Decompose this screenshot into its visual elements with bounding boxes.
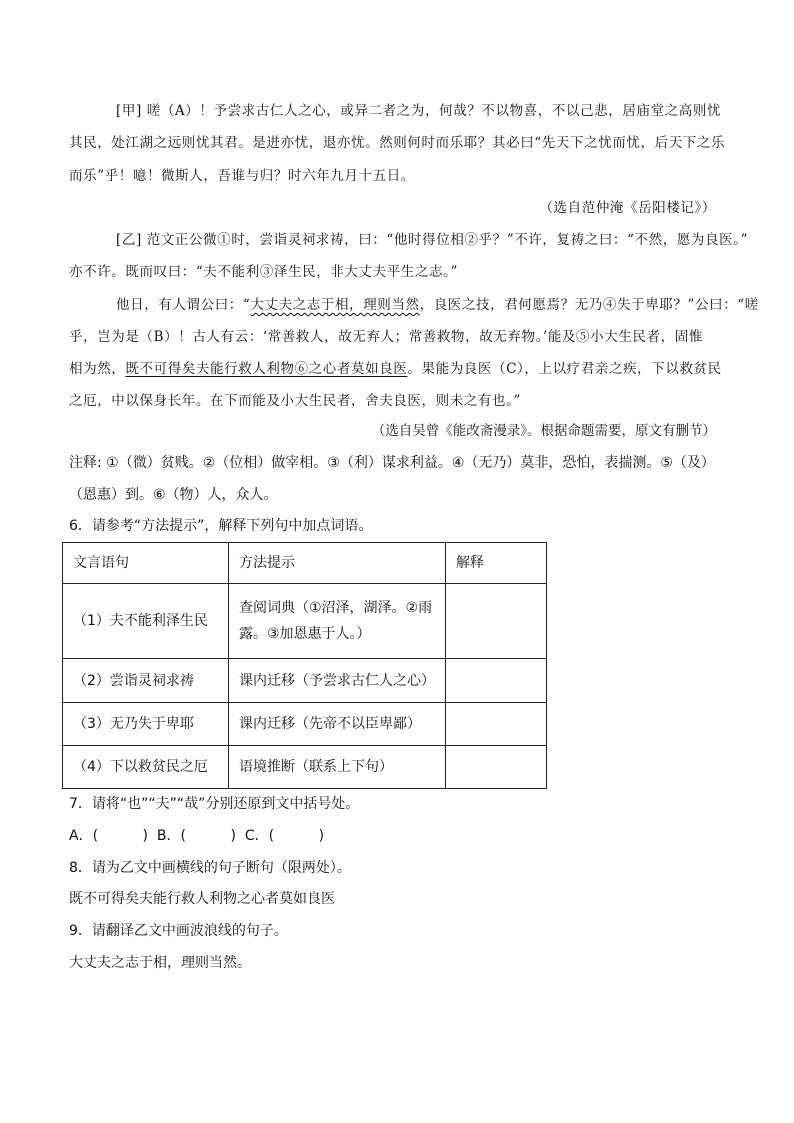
row-3-answer-cell[interactable] bbox=[446, 703, 547, 746]
passage-a-line-3: 而乐”乎！噫！微斯人，吾谁与归？时六年九月十五日。 bbox=[69, 168, 415, 184]
table-row bbox=[63, 584, 547, 659]
passage-b-line-5-post: 。果能为良医（C），上以疗君亲之疾，下以救贫民 bbox=[407, 361, 722, 377]
q8-prompt: 8．请为乙文中画横线的句子断句（限两处）。 bbox=[69, 860, 351, 876]
notes-line-2: （恩惠）到。⑥（物）人，众人。 bbox=[69, 487, 278, 503]
q7-answer-blanks[interactable]: A．( ) B．( ) C．( ) bbox=[69, 828, 325, 844]
q8-sentence: 既不可得矣夫能行救人利物之心者莫如良医 bbox=[69, 891, 335, 907]
header-answer: 解释 bbox=[446, 543, 547, 584]
table-row bbox=[63, 659, 547, 703]
passage-b-line-1: [乙] 范文正公微①时，尝诣灵祠求祷，曰：“他时得位相②乎？”不许，复祷之曰：“不然，愿为良医。” bbox=[116, 232, 749, 248]
row-1-answer-cell[interactable] bbox=[446, 584, 547, 659]
row-3-sentence: （3）无乃失于卑耶 bbox=[63, 703, 229, 746]
row-1-sentence: （1）夫不能利泽生民 bbox=[63, 584, 229, 659]
row-4-sentence: （4）下以救贫民之厄 bbox=[63, 746, 229, 789]
passage-b-line-3 bbox=[116, 295, 776, 315]
passage-b-line-4: 乎，岂为是（B）！古人有云：‘常善救人，故无弃人；常善救物，故无弃物。’能及⑤小大生民者，固惟 bbox=[69, 329, 703, 345]
row-3-hint: 课内迁移（先帝不以臣卑鄙） bbox=[229, 703, 446, 746]
notes-line-1: 注释: ①（微）贫贱。②（位相）做宰相。③（利）谋求利益。④（无乃）莫非，恐怕，表揣测。⑤（及） bbox=[69, 455, 715, 471]
row-2-sentence: （2）尝诣灵祠求祷 bbox=[63, 659, 229, 703]
q9-prompt: 9．请翻译乙文中画波浪线的句子。 bbox=[69, 923, 288, 939]
wavy-underlined-sentence: 大丈夫之志于相，理则当然 bbox=[250, 297, 420, 313]
table-header-row bbox=[63, 543, 547, 584]
table-row bbox=[63, 746, 547, 789]
passage-a-source: （选自范仲淹《岳阳楼记》） bbox=[539, 200, 716, 216]
header-sentence: 文言语句 bbox=[63, 543, 229, 584]
row-2-hint: 课内迁移（予尝求古仁人之心） bbox=[229, 659, 446, 703]
passage-b-line-2: 亦不许。既而叹曰：“夫不能利③泽生民，非大丈夫平生之志。” bbox=[69, 264, 458, 280]
q7-prompt: 7．请将“也”“夫”“哉”分别还原到文中括号处。 bbox=[69, 796, 360, 812]
row-2-answer-cell[interactable] bbox=[446, 659, 547, 703]
passage-b-line-6: 之厄，中以保身长年。在下而能及小大生民者，舍夫良医，则未之有也。” bbox=[69, 393, 521, 409]
row-4-answer-cell[interactable] bbox=[446, 746, 547, 789]
row-1-hint bbox=[229, 584, 446, 659]
passage-a-line-2: 其民，处江湖之远则忧其君。是进亦忧，退亦忧。然则何时而乐耶？其必曰“先天下之忧而忧，后天下之乐 bbox=[69, 135, 726, 151]
passage-b-line-5 bbox=[69, 359, 729, 379]
underlined-sentence: 既不可得矣夫能行救人利物⑥之心者莫如良医 bbox=[125, 361, 408, 377]
passage-b-line-3-post: ，良医之技，君何愿焉？无乃④失于卑耶？”公曰：“嗟 bbox=[419, 297, 759, 313]
row-1-hint-line-2: 露。③加恩惠于人。） bbox=[239, 626, 371, 642]
passage-b-line-5-pre: 相为然， bbox=[69, 361, 126, 377]
passage-b-line-3-pre: 他日，有人谓公曰：“ bbox=[116, 297, 251, 313]
q6-table bbox=[62, 542, 547, 789]
row-1-hint-line-1: 查阅词典（①沼泽，湖泽。②雨 bbox=[239, 600, 433, 616]
row-4-hint: 语境推断（联系上下句） bbox=[229, 746, 446, 789]
passage-a-line-1: [甲] 嗟（A）！予尝求古仁人之心，或异二者之为，何哉？不以物喜，不以己悲，居庙堂之高则忧 bbox=[116, 103, 722, 119]
table-row bbox=[63, 703, 547, 746]
q6-prompt: 6．请参考“方法提示”，解释下列句中加点词语。 bbox=[69, 518, 373, 534]
q9-sentence: 大丈夫之志于相，理则当然。 bbox=[69, 955, 251, 971]
header-hint: 方法提示 bbox=[229, 543, 446, 584]
passage-b-source: （选自吴曾《能改斋漫录》。根据命题需要，原文有删节） bbox=[371, 423, 716, 439]
